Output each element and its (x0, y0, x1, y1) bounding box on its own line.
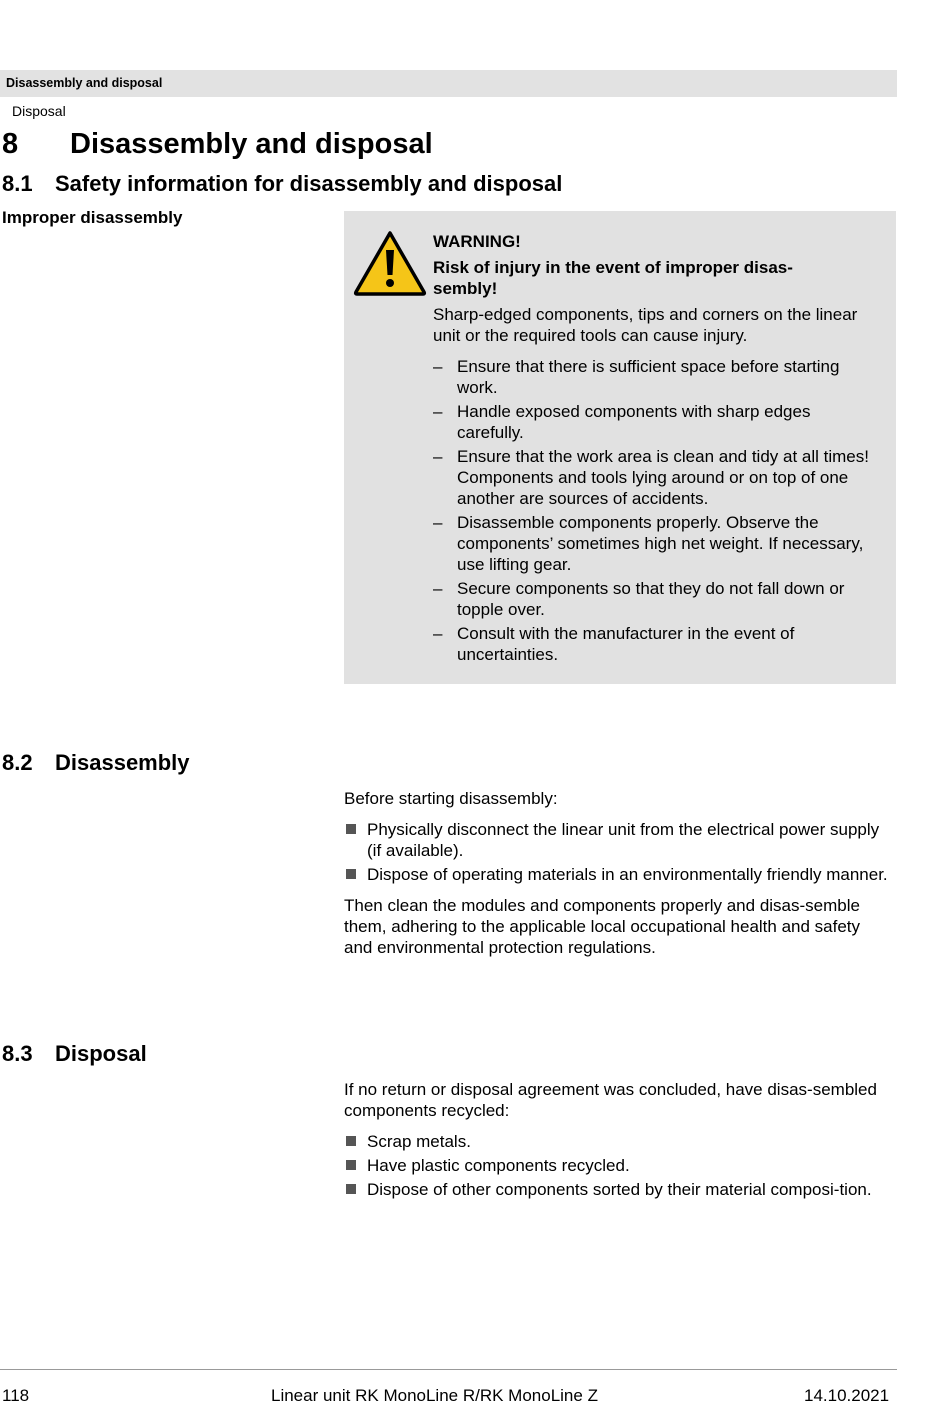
list-item-text: Dispose of operating materials in an environmentally friendly manner. (367, 865, 888, 884)
footer-product: Linear unit RK MonoLine R/RK MonoLine Z (271, 1386, 598, 1405)
dash-marker: – (433, 402, 443, 421)
disassembly-body (344, 788, 889, 968)
disposal-body (344, 1079, 889, 1210)
list-item-text: Ensure that there is sufficient space before starting work. (457, 357, 840, 397)
list-item-text: Physically disconnect the linear unit from the electrical power supply (if available). (367, 820, 880, 860)
list-item-text: Handle exposed components with sharp edges carefully. (457, 402, 811, 442)
warning-triangle-icon (353, 230, 427, 296)
list-item-text: Scrap metals. (367, 1132, 471, 1151)
square-bullet-icon (346, 824, 356, 834)
square-bullet-icon (346, 869, 356, 879)
disposal-list (344, 1131, 889, 1200)
list-item (433, 356, 873, 398)
running-subheader: Disposal (12, 103, 66, 119)
list-item (433, 446, 873, 509)
square-bullet-icon (346, 1184, 356, 1194)
page-number: 118 (2, 1386, 30, 1405)
square-bullet-icon (346, 1136, 356, 1146)
section-8-3-number: 8.3 (2, 1041, 33, 1066)
list-item (344, 1179, 889, 1200)
list-item (344, 864, 889, 885)
section-8-1-heading (2, 171, 562, 197)
list-item (433, 578, 873, 620)
running-header (0, 70, 897, 97)
chapter-title: Disassembly and disposal (70, 128, 433, 160)
warning-text (433, 231, 873, 668)
section-8-3-title: Disposal (55, 1041, 147, 1066)
improper-disassembly-label: Improper disassembly (2, 208, 183, 227)
disassembly-intro: Before starting disassembly: (344, 789, 558, 808)
warning-risk-line: sembly! (433, 279, 498, 298)
disassembly-list (344, 819, 889, 885)
list-item (344, 1131, 889, 1152)
dash-marker: – (433, 513, 443, 532)
disposal-intro: If no return or disposal agreement was concluded, have disas-sembled components recycled: (344, 1080, 877, 1120)
running-header-title: Disassembly and disposal (6, 76, 163, 90)
list-item (344, 819, 889, 861)
list-item (344, 1155, 889, 1176)
list-item (433, 623, 873, 665)
warning-measures-list (433, 356, 873, 665)
chapter-number: 8 (2, 128, 19, 160)
list-item-text: Have plastic components recycled. (367, 1156, 630, 1175)
list-item-text: Dispose of other components sorted by their material composi-tion. (367, 1180, 872, 1199)
section-8-2-heading (2, 750, 190, 776)
chapter-heading (2, 128, 433, 161)
list-item-text: Secure components so that they do not fall down or topple over. (457, 579, 845, 619)
section-8-2-number: 8.2 (2, 750, 33, 775)
warning-risk (433, 257, 873, 299)
dash-marker: – (433, 357, 443, 376)
disassembly-outro: Then clean the modules and components properly and disas-semble them, adhering to the applicable local occupational health and safety and environmental protection regulations. (344, 896, 861, 957)
list-item (433, 401, 873, 443)
dash-marker: – (433, 579, 443, 598)
section-8-1-number: 8.1 (2, 171, 33, 196)
section-8-2-title: Disassembly (55, 750, 190, 775)
footer-divider (0, 1369, 897, 1370)
list-item-text: Consult with the manufacturer in the event of uncertainties. (457, 624, 795, 664)
square-bullet-icon (346, 1160, 356, 1170)
list-item-text: Disassemble components properly. Observe the components’ sometimes high net weight. If necessary, use lifting gear. (457, 513, 864, 574)
section-8-1-title: Safety information for disassembly and disposal (55, 171, 563, 196)
section-8-3-heading (2, 1041, 147, 1067)
dash-marker: – (433, 447, 443, 466)
warning-description: Sharp-edged components, tips and corners on the linear unit or the required tools can cause injury. (433, 305, 858, 345)
list-item (433, 512, 873, 575)
dash-marker: – (433, 624, 443, 643)
warning-box (344, 211, 896, 684)
list-item-text: Ensure that the work area is clean and tidy at all times! Components and tools lying around or on top of one another are sources of accidents. (457, 447, 869, 508)
warning-title: WARNING! (433, 232, 521, 251)
footer-date: 14.10.2021 (804, 1386, 890, 1405)
warning-risk-line: Risk of injury in the event of improper disas- (433, 258, 793, 277)
